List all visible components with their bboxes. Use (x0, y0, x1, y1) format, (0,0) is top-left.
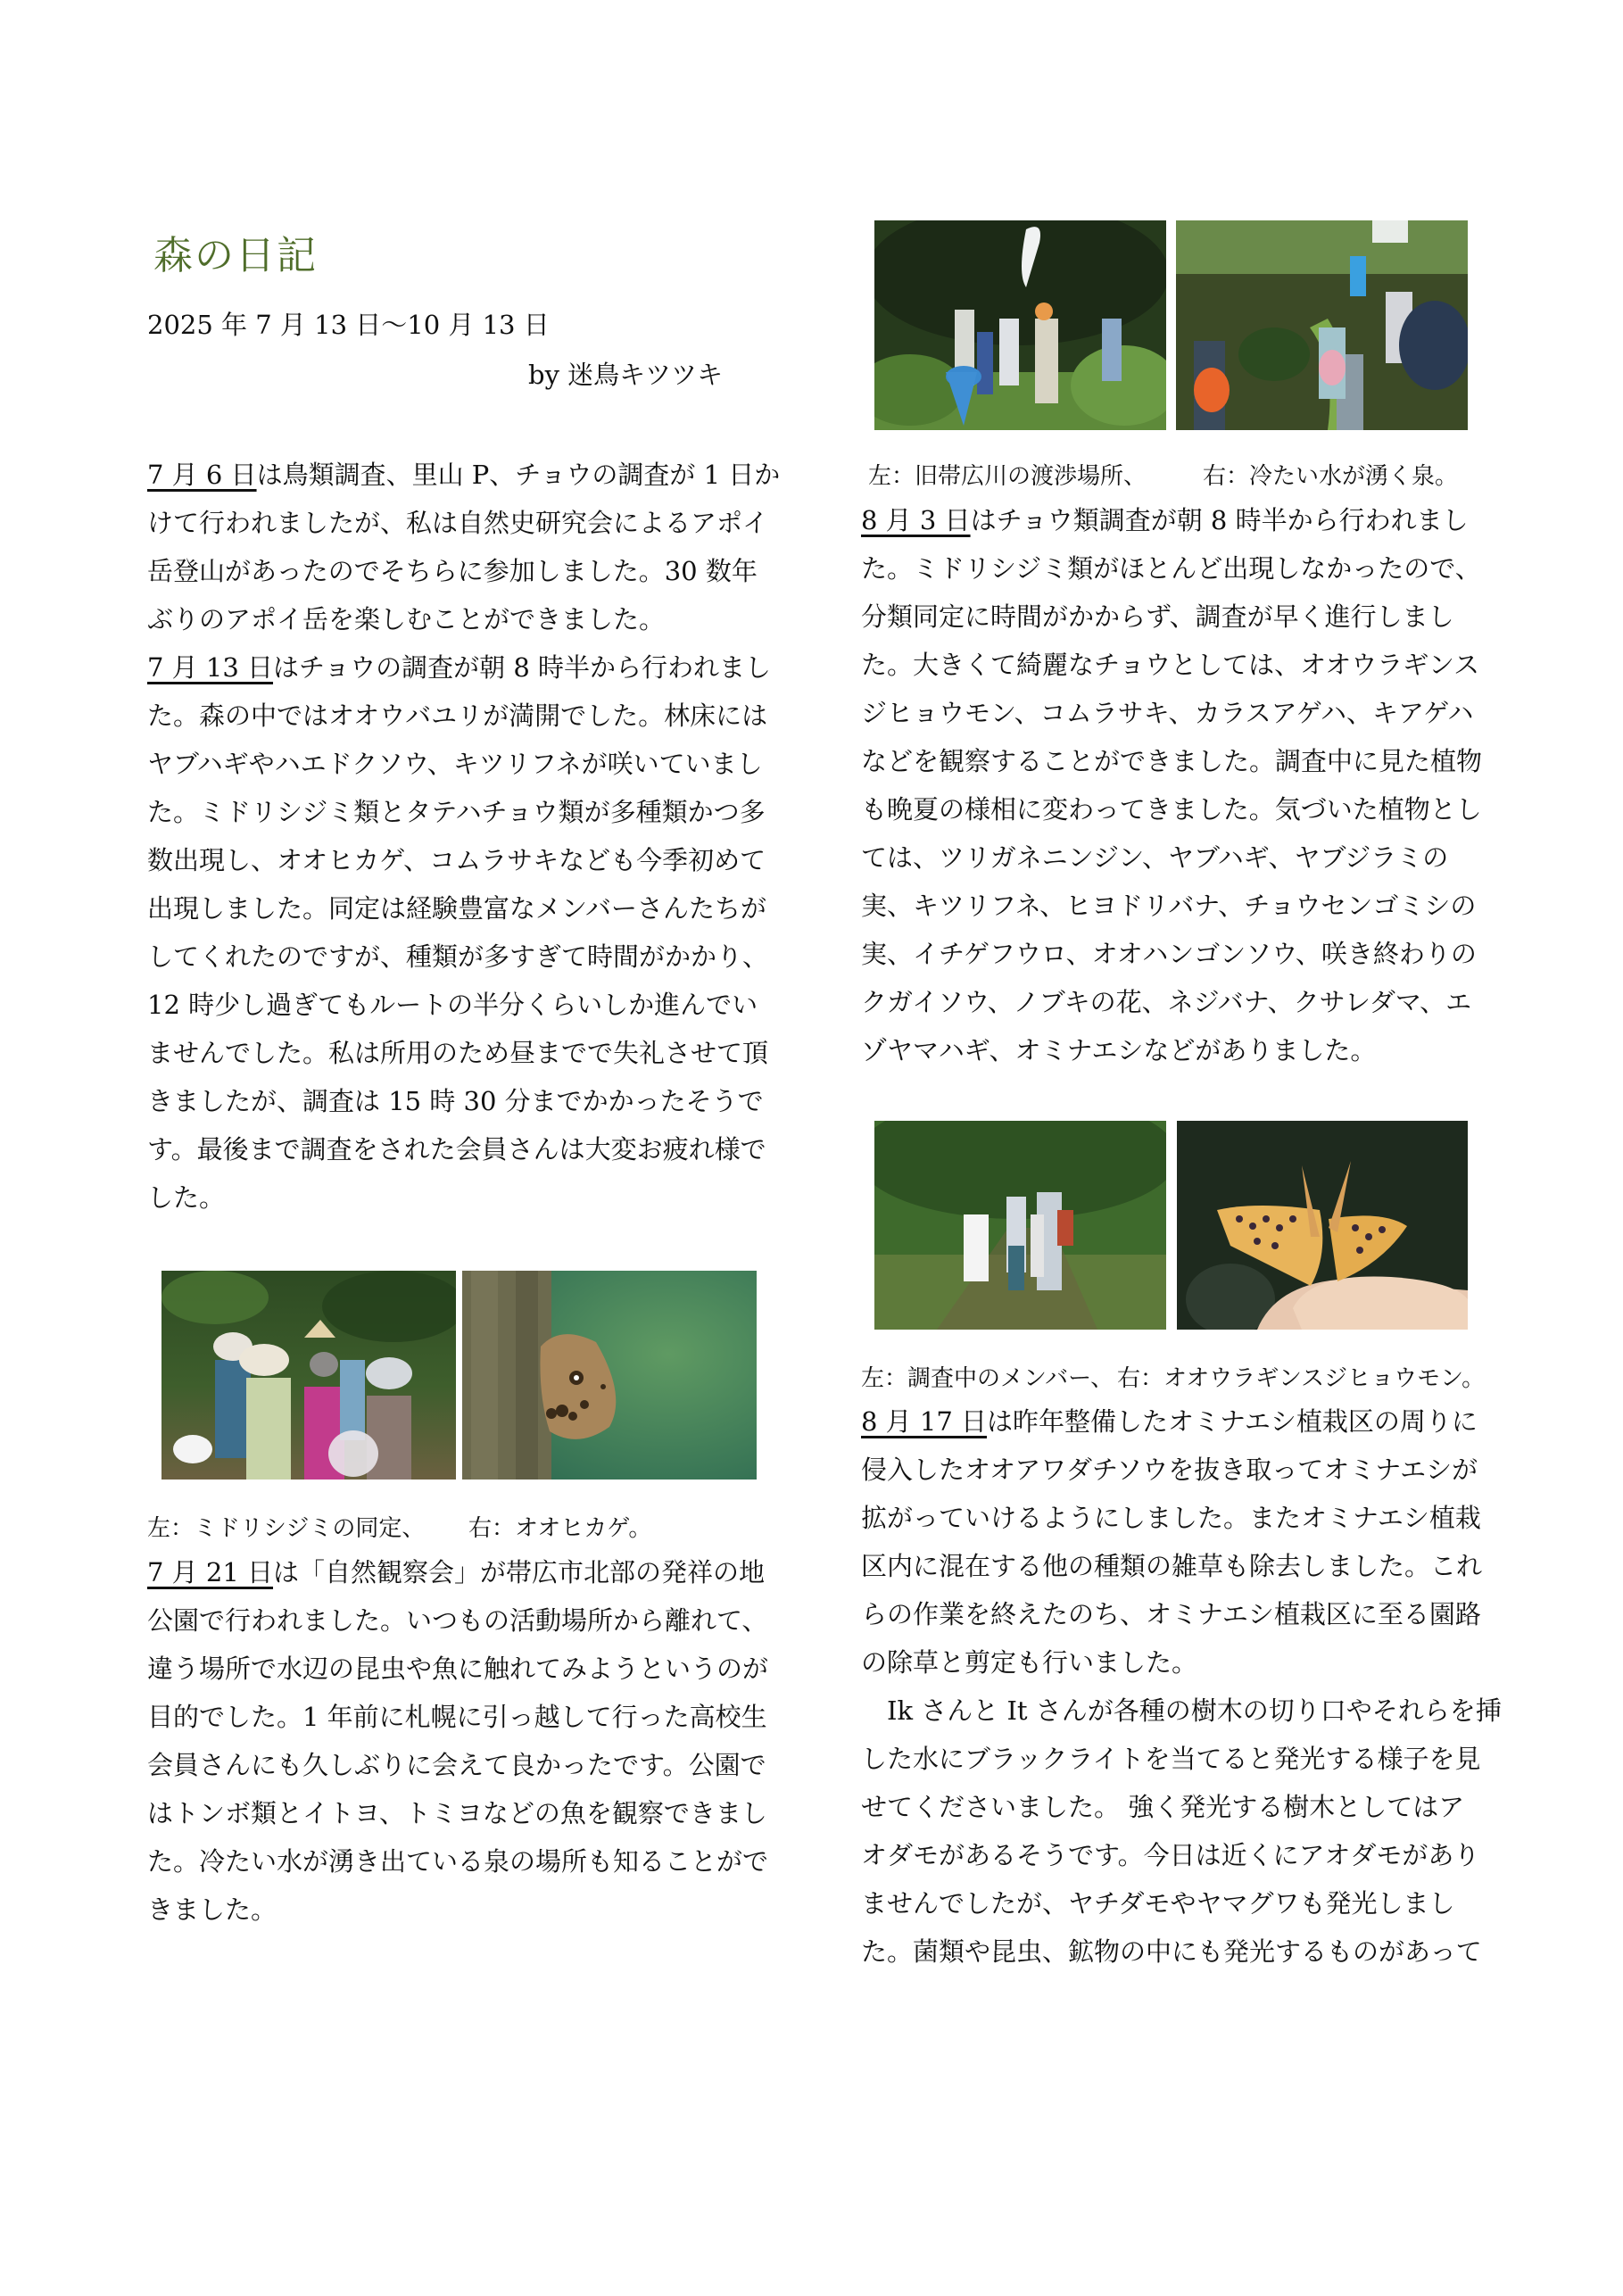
photo-river-crossing (874, 220, 1166, 430)
entry-0817-line: 拡がっていけるようにしました。またオミナエシ植栽 (861, 1503, 1481, 1533)
entry-0803-line: 8 月 3 日はチョウ類調査が朝 8 時半から行われまし (861, 505, 1469, 535)
entry-date-0706: 7 月 6 日 (147, 460, 257, 490)
entry-0721-line: 公園で行われました。いつもの活動場所から離れて、 (147, 1605, 768, 1636)
entry-0713-line: ませんでした。私は所用のため昼までで失礼させて頂 (147, 1038, 769, 1068)
entry-0721-line: 目的でした。1 年前に札幌に引っ越して行った高校生 (147, 1702, 767, 1732)
entry-0817-line: 侵入したオオアワダチソウを抜き取ってオミナエシが (861, 1455, 1478, 1485)
photo-group-identification (161, 1271, 456, 1480)
entry-0721-line: 7 月 21 日は「自然観察会」が帯広市北部の発祥の地 (147, 1557, 766, 1587)
entry-0721-line: 違う場所で水辺の昆虫や魚に触れてみようというのが (147, 1654, 769, 1684)
entry-0803-line: 実、イチゲフウロ、オオハンゴンソウ、咲き終わりの (861, 939, 1477, 969)
entry-0803-line: た。ミドリシジミ類がほとんど出現しなかったので、 (861, 553, 1481, 584)
entry-0803-line: ては、ツリガネニンジン、ヤブハギ、ヤブジラミの (861, 842, 1449, 873)
caption-right-photo-3: 右：オオウラギンスジヒョウモン。 (1117, 1365, 1486, 1392)
blacklight-line: した水にブラックライトを当てると発光する様子を見 (861, 1744, 1481, 1774)
entry-0721-line: はトンボ類とイトヨ、トミヨなどの魚を観察できまし (147, 1798, 767, 1828)
entry-0706-line: 岳登山があったのでそちらに参加しました。30 数年 (147, 556, 758, 586)
entry-0817-line: 区内に混在する他の種類の雑草も除去しました。これ (861, 1551, 1483, 1581)
entry-0706-line: 7 月 6 日は鳥類調査、里山 P、チョウの調査が 1 日か (147, 460, 781, 490)
entry-0713-line: す。最後まで調査をされた会員さんは大変お疲れ様で (147, 1134, 766, 1165)
blacklight-line: ませんでしたが、ヤチダモやヤマグワも発光しまし (861, 1888, 1455, 1919)
entry-date-0713: 7 月 13 日 (147, 652, 274, 683)
entry-0713-line: 数出現し、オオヒカゲ、コムラサキなども今季初めて (147, 845, 766, 875)
entry-0721-line: きました。 (147, 1894, 277, 1925)
caption-left-photo-2: 左：旧帯広川の渡渉場所、 (868, 463, 1147, 490)
entry-0706-line: けて行われましたが、私は自然史研究会によるアポイ (147, 508, 769, 538)
caption-left-photo-1: 左：ミドリシジミの同定、 (147, 1515, 426, 1542)
entry-0803-line: も晩夏の様相に変わってきました。気づいた植物とし (861, 794, 1482, 825)
entry-0803-line: 実、キツリフネ、ヒヨドリバナ、チョウセンゴミシの (861, 891, 1477, 921)
photo-spring (1176, 220, 1468, 430)
entry-date-0803: 8 月 3 日 (861, 505, 971, 535)
blacklight-line: オダモがあるそうです。今日は近くにアオダモがあり (861, 1840, 1480, 1870)
entry-0706-line: ぶりのアポイ岳を楽しむことができました。 (147, 604, 666, 634)
entry-0817-line: 8 月 17 日は昨年整備したオミナエシ植栽区の周りに (861, 1406, 1478, 1437)
entry-date-0817: 8 月 17 日 (861, 1406, 988, 1437)
entry-date-0721: 7 月 21 日 (147, 1557, 274, 1587)
photo-butterfly-fritillary (1177, 1121, 1468, 1330)
entry-0803-line: た。大きくて綺麗なチョウとしては、オオウラギンス (861, 650, 1480, 680)
right-column-text-bottom (861, 1397, 1502, 1976)
entry-0817-line: らの作業を終えたのち、オミナエシ植栽区に至る園路 (861, 1599, 1481, 1629)
date-range: 2025 年 7 月 13 日〜10 月 13 日 (147, 310, 550, 340)
entry-0721-line: た。冷たい水が湧き出ている泉の場所も知ることがで (147, 1846, 769, 1877)
entry-0713-line: した。 (147, 1182, 226, 1213)
entry-0803-line: などを観察することができました。調査中に見た植物 (861, 746, 1483, 776)
photo-survey-members (874, 1121, 1166, 1330)
entry-0713-line: ヤブハギやハエドクソウ、キツリフネが咲いていまし (147, 749, 763, 779)
entry-0713-line: 12 時少し過ぎてもルートの半分くらいしか進んでい (147, 990, 758, 1020)
caption-right-photo-2: 右：冷たい水が湧く泉。 (1203, 463, 1459, 490)
entry-0803-line: ゾヤマハギ、オミナエシなどがありました。 (861, 1035, 1377, 1065)
left-column-text-top (147, 451, 781, 1222)
entry-0713-line: 出現しました。同定は経験豊富なメンバーさんたちが (147, 893, 766, 924)
caption-left-photo-3: 左：調査中のメンバー、 (861, 1365, 1114, 1392)
entry-0803-line: 分類同定に時間がかからず、調査が早く進行しまし (861, 601, 1454, 632)
entry-0721-line: 会員さんにも久しぶりに会えて良かったです。公園で (147, 1750, 766, 1780)
photo-butterfly-ohikage (462, 1271, 757, 1480)
caption-right-photo-1: 右：オオヒカゲ。 (468, 1515, 652, 1542)
entry-0713-line: してくれたのですが、種類が多すぎて時間がかかり、 (147, 941, 769, 972)
author-byline: by 迷鳥キツツキ (528, 360, 724, 390)
left-column-text-bottom (147, 1548, 781, 1934)
entry-0713-line: 7 月 13 日はチョウの調査が朝 8 時半から行われまし (147, 652, 772, 683)
page-title: 森の日記 (153, 233, 318, 278)
entry-0713-line: た。森の中ではオオウバユリが満開でした。林床には (147, 700, 768, 731)
blacklight-line: Ik さんと It さんが各種の樹木の切り口やそれらを挿 (861, 1695, 1502, 1726)
entry-0713-line: た。ミドリシジミ類とタテハチョウ類が多種類かつ多 (147, 797, 766, 827)
entry-0803-line: ジヒョウモン、コムラサキ、カラスアゲハ、キアゲハ (861, 698, 1474, 728)
entry-0713-line: きましたが、調査は 15 時 30 分までかかったそうで (147, 1086, 764, 1116)
entry-0817-line: の除草と剪定も行いました。 (861, 1647, 1198, 1678)
blacklight-line: せてくださいました。 強く発光する樹木としてはア (861, 1792, 1465, 1822)
blacklight-line: た。菌類や昆虫、鉱物の中にも発光するものがあって (861, 1936, 1482, 1967)
entry-0803-line: クガイソウ、ノブキの花、ネジバナ、クサレダマ、エ (861, 987, 1472, 1017)
right-column-text-top (861, 496, 1495, 1074)
